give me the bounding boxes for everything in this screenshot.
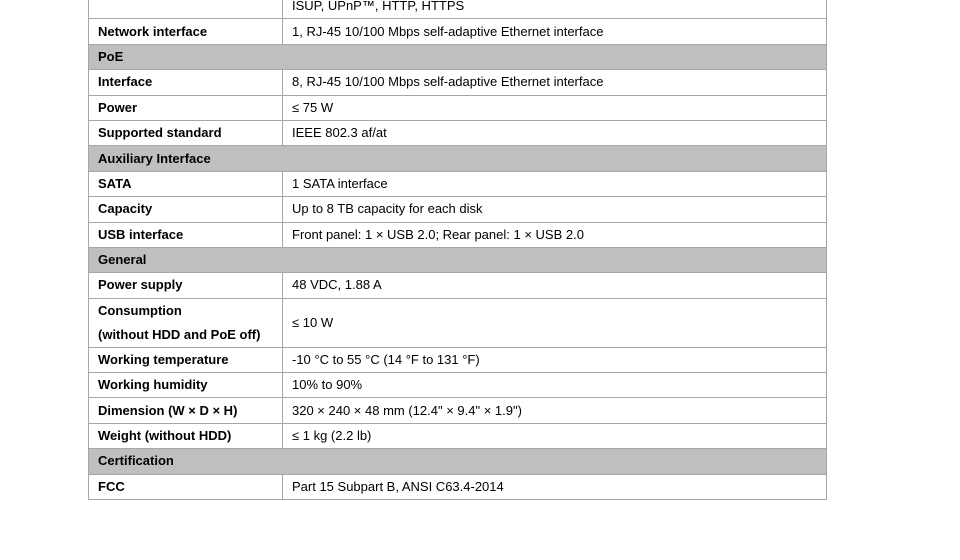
section-header-row <box>89 449 827 474</box>
table-row <box>89 171 827 196</box>
spec-value: 320 × 240 × 48 mm (12.4" × 9.4" × 1.9") <box>283 398 827 423</box>
section-header-row <box>89 44 827 69</box>
spec-label-line: Consumption <box>98 302 182 318</box>
spec-value: ≤ 75 W <box>283 95 827 120</box>
section-header: Auxiliary Interface <box>89 146 827 171</box>
spec-value: Front panel: 1 × USB 2.0; Rear panel: 1 × USB 2.0 <box>283 222 827 247</box>
spec-label: Weight (without HDD) <box>89 423 283 448</box>
spec-value: 8, RJ-45 10/100 Mbps self-adaptive Ethernet interface <box>283 70 827 95</box>
spec-label: Capacity <box>89 197 283 222</box>
table-row <box>89 273 827 298</box>
table-row <box>89 474 827 499</box>
spec-table <box>88 0 827 500</box>
table-row <box>89 373 827 398</box>
table-row <box>89 398 827 423</box>
spec-label: Dimension (W × D × H) <box>89 398 283 423</box>
spec-label: Network interface <box>89 19 283 44</box>
spec-value: ≤ 10 W <box>283 298 827 347</box>
spec-label: Supported standard <box>89 120 283 145</box>
table-row <box>89 120 827 145</box>
spec-value: 10% to 90% <box>283 373 827 398</box>
table-row <box>89 298 827 347</box>
table-row <box>89 70 827 95</box>
spec-value: 48 VDC, 1.88 A <box>283 273 827 298</box>
section-header: Certification <box>89 449 827 474</box>
spec-label: Power supply <box>89 273 283 298</box>
section-header: PoE <box>89 44 827 69</box>
table-row <box>89 19 827 44</box>
spec-value: Up to 8 TB capacity for each disk <box>283 197 827 222</box>
spec-value: 1, RJ-45 10/100 Mbps self-adaptive Ethernet interface <box>283 19 827 44</box>
table-row <box>89 95 827 120</box>
spec-label: Power <box>89 95 283 120</box>
spec-value: 1 SATA interface <box>283 171 827 196</box>
spec-label: Interface <box>89 70 283 95</box>
table-row <box>89 222 827 247</box>
table-row <box>89 0 827 19</box>
section-header-row <box>89 247 827 272</box>
spec-label <box>89 298 283 347</box>
spec-value: Part 15 Subpart B, ANSI C63.4-2014 <box>283 474 827 499</box>
spec-label: FCC <box>89 474 283 499</box>
spec-label-line: (without HDD and PoE off) <box>98 326 261 342</box>
spec-label: USB interface <box>89 222 283 247</box>
table-row <box>89 197 827 222</box>
spec-value: -10 °C to 55 °C (14 °F to 131 °F) <box>283 347 827 372</box>
spec-value: ISUP, UPnP™, HTTP, HTTPS <box>283 0 827 19</box>
spec-label: Working humidity <box>89 373 283 398</box>
table-row <box>89 423 827 448</box>
spec-label <box>89 0 283 19</box>
spec-value: ≤ 1 kg (2.2 lb) <box>283 423 827 448</box>
spec-label: Working temperature <box>89 347 283 372</box>
section-header: General <box>89 247 827 272</box>
spec-value: IEEE 802.3 af/at <box>283 120 827 145</box>
spec-label: SATA <box>89 171 283 196</box>
table-row <box>89 347 827 372</box>
section-header-row <box>89 146 827 171</box>
